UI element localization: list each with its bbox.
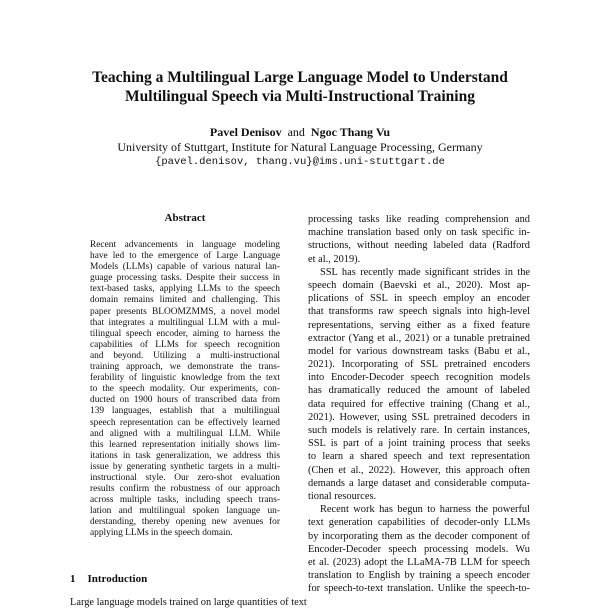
body-line: model for various downstream tasks (Babu et al., <box>308 345 530 357</box>
body-line: to learn a shared speech and text representation <box>308 451 530 463</box>
paper-title <box>60 68 540 106</box>
section-heading-introduction <box>70 573 147 585</box>
body-line: Recent work has begun to harness the powerful <box>320 504 530 516</box>
abstract-line: to the speech modality. Our experiments, con- <box>90 384 280 395</box>
abstract-line: 139 languages, establish that a multilingual <box>90 406 280 417</box>
body-line: (Chen et al., 2022). However, this approach often <box>308 464 530 476</box>
abstract-line: capabilities of LLMs for speech recognition <box>90 339 280 350</box>
body-line: translation to English by training a speech encoder <box>308 570 530 582</box>
title-line-1: Teaching a Multilingual Large Language Model to Understand <box>92 69 508 86</box>
body-line: data required for effective training (Chang et al., <box>308 398 530 410</box>
body-line: et al., 2019). <box>308 253 361 265</box>
abstract-line: this learned representation initially shows lim- <box>90 439 280 450</box>
right-column-body <box>308 213 530 595</box>
body-line: representations, serving either as a fixed feature <box>308 319 530 331</box>
body-line: speech domain (Baevski et al., 2020). Most ap- <box>308 279 530 291</box>
body-line: by incorporating them as the decoder component of <box>308 530 530 542</box>
body-line: SSL is part of a joint training process that seeks <box>308 438 530 450</box>
body-line: Encoder-Decoder speech processing models. Wu <box>308 543 530 555</box>
abstract-heading: Abstract <box>164 212 206 224</box>
body-line: et al. (2023) adopt the LLaMA-7B LLM for speech <box>308 556 530 568</box>
affiliation: University of Stuttgart, Institute for Natural Language Processing, Germany <box>117 140 483 154</box>
abstract-line: derstanding, thereby opening new avenues for <box>90 517 280 528</box>
abstract-line: text-based tasks, applying LLMs to the speech <box>90 284 280 295</box>
body-line: machine translation based only on task specific in- <box>308 227 530 239</box>
body-line: 2021). Incorporating of SSL pretrained encoders <box>308 359 530 371</box>
abstract-line: paper presents BLOOMZMMS, a novel model <box>90 306 280 317</box>
body-line: processing tasks like reading comprehension and <box>308 214 530 225</box>
author-conjunction: and <box>287 125 305 139</box>
section-title: Introduction <box>87 573 148 585</box>
body-line: such models is relatively rare. In certain instances, <box>308 425 530 436</box>
abstract-line: and aligned with a multilingual LLM. While <box>90 428 280 439</box>
body-line: structions, without needing labeled data (Radford <box>308 240 530 252</box>
abstract-line: that integrates a multilingual LLM with a mul- <box>90 317 280 328</box>
abstract-line: issue by generating synthetic targets in a multi- <box>90 461 280 472</box>
body-line: extractor (Yang et al., 2021) or a tunable pretrained <box>308 332 530 344</box>
author-names <box>60 125 540 140</box>
abstract-line: itations in task generalization, we address this <box>90 450 280 461</box>
abstract-body <box>90 240 280 540</box>
abstract-line: across multiple tasks, including speech trans- <box>90 495 280 506</box>
abstract-line: Models (LLMs) capable of various natural lan- <box>90 262 280 273</box>
abstract-line: guage processing tasks. Despite their success in <box>90 273 280 284</box>
abstract-line: instructional style. Our zero-shot evaluation <box>90 472 280 483</box>
body-line: SSL has recently made significant strides in the <box>320 266 530 278</box>
abstract-line: lation and multilingual spoken language un- <box>90 506 280 517</box>
author-1: Pavel Denisov <box>209 125 282 139</box>
title-line-2: Multilingual Speech via Multi-Instructional Training <box>125 88 475 105</box>
abstract-line: tilingual speech encoder, aiming to harness the <box>90 328 280 339</box>
abstract-line: domain remains limited and challenging. This <box>90 295 280 306</box>
body-line: into Encoder-Decoder speech recognition models <box>308 372 530 384</box>
abstract-line: ducted on 1900 hours of transcribed data from <box>90 395 280 406</box>
author-email: {pavel.denisov, thang.vu}@ims.uni-stuttgart.de <box>155 156 445 168</box>
section-number: 1 <box>70 573 76 585</box>
body-line: text generation capabilities of decoder-only LLMs <box>308 517 530 529</box>
abstract-line: ferability of linguistic knowledge from the text <box>90 373 280 384</box>
author-2: Ngoc Thang Vu <box>310 125 391 139</box>
body-line: has dramatically reduced the amount of labeled <box>308 385 530 397</box>
body-line: plications of SSL in speech employ an encoder <box>308 293 530 305</box>
body-line: 2021). However, using SSL pretrained decoders in <box>308 411 530 423</box>
abstract-line: applying LLMs in the speech domain. <box>90 528 233 539</box>
abstract-line: results confirm the robustness of our approach <box>90 484 280 495</box>
abstract-line: have led to the emergence of Large Language <box>90 251 280 262</box>
abstract-line: and beyond. Utilizing a multi-instructional <box>90 350 280 361</box>
abstract-line: Recent advancements in language modeling <box>90 240 280 250</box>
author-block <box>60 125 540 170</box>
body-line: for speech-to-text translation. Unlike the speech-to- <box>308 583 530 595</box>
abstract-line: training approach, we demonstrate the trans- <box>90 362 280 373</box>
body-line: demands a large dataset and considerable computa- <box>308 477 530 489</box>
intro-first-line: Large language models trained on large quantities of text <box>70 597 307 608</box>
body-line: tional resources. <box>308 490 377 502</box>
abstract-line: speech representation can be effectively learned <box>90 417 280 428</box>
body-line: that transforms raw speech signals into high-level <box>308 306 530 318</box>
